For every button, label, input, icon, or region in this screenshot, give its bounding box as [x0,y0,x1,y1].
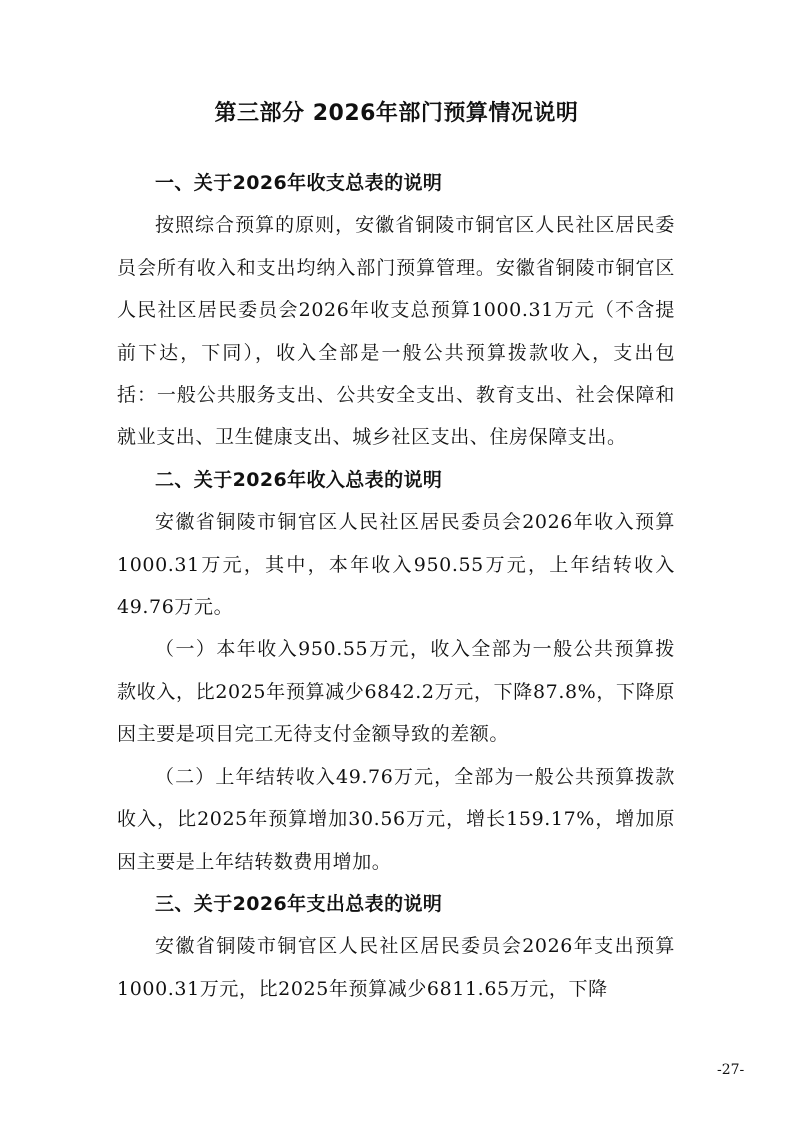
paragraph: （二）上年结转收入49.76万元，全部为一般公共预算拨款收入，比2025年预算增加30.56万元，增长159.17%，增加原因主要是上年结转数费用增加。 [117,765,675,873]
section-heading-1: 一、关于2026年收支总表的说明 [155,172,443,194]
paragraph: 安徽省铜陵市铜官区人民社区居民委员会2026年支出预算1000.31万元，比2025年预算减少6811.65万元，下降 [117,935,675,1000]
paragraph: （一）本年收入950.55万元，收入全部为一般公共预算拨款收入，比2025年预算减少6842.2万元，下降87.8%，下降原因主要是项目完工无待支付金额导致的差额。 [117,638,675,746]
page-title: 第三部分 2026年部门预算情况说明 [214,101,579,126]
page-number: -27- [717,1062,745,1078]
paragraph: 按照综合预算的原则，安徽省铜陵市铜官区人民社区居民委员会所有收入和支出均纳入部门预算管理。安徽省铜陵市铜官区人民社区居民委员会2026年收支总预算1000.31万元（不含提前下达，下同），收入全部是一般公共预算拨款收入，支出包括：一般公共服务支出、公共安全支出、教育支出、社会保障和就业支出、卫生健康支出、城乡社区支出、住房保障支出。 [117,214,675,449]
document-body [117,162,675,1010]
section-heading-2: 二、关于2026年收入总表的说明 [155,468,443,491]
section-heading-3: 三、关于2026年支出总表的说明 [155,892,443,915]
paragraph: 安徽省铜陵市铜官区人民社区居民委员会2026年收入预算1000.31万元，其中，本年收入950.55万元，上年结转收入49.76万元。 [117,511,675,619]
